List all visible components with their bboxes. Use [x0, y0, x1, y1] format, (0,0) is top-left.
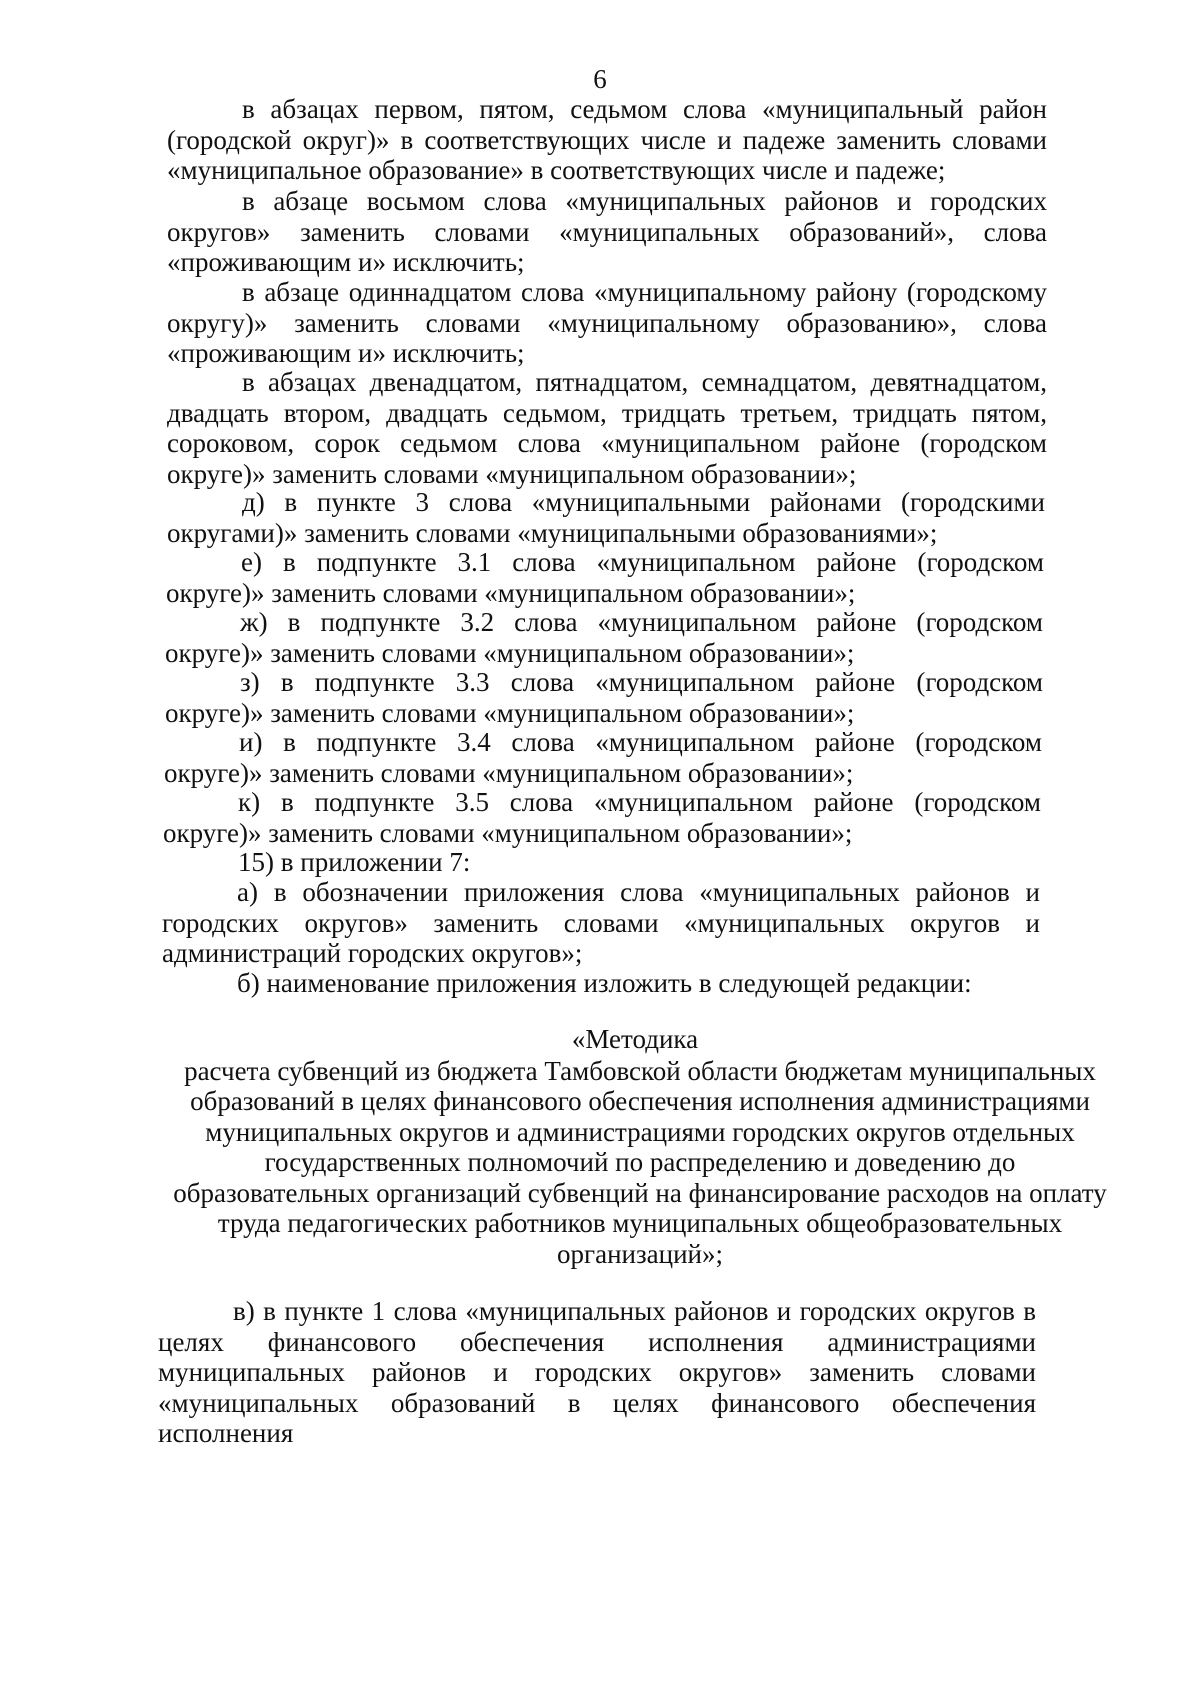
paragraph-7: ж) в подпункте 3.2 слова «муниципальном районе (городском округе)» заменить словами «муниципальном образовании»; — [165, 607, 1043, 668]
paragraph-4: в абзацах двенадцатом, пятнадцатом, семнадцатом, девятнадцатом, двадцать втором, двадцать седьмом, тридцать третьем, тридцать пятом, сороковом, сорок седьмом слова «муниципальном районе (городском округе)» заменить словами «муниципальном образовании»; — [167, 367, 1047, 489]
page-number: 6 — [593, 64, 607, 94]
paragraph-1: в абзацах первом, пятом, седьмом слова «муниципальный район (городской округ)» в соответствующих числе и падеже заменить словами «муниципальное образование» в соответствующих числе и падеже; — [167, 94, 1047, 185]
paragraph-6: е) в подпункте 3.1 слова «муниципальном районе (городском округе)» заменить словами «муниципальном образовании»; — [166, 547, 1044, 608]
title-heading: «Методика — [571, 1024, 699, 1054]
paragraph-9: и) в подпункте 3.4 слова «муниципальном районе (городском округе)» заменить словами «муниципальном образовании»; — [164, 727, 1042, 788]
paragraph-10: к) в подпункте 3.5 слова «муниципальном районе (городском округе)» заменить словами «муниципальном образовании»; — [163, 787, 1041, 848]
paragraph-8: з) в подпункте 3.3 слова «муниципальном районе (городском округе)» заменить словами «муниципальном образовании»; — [165, 667, 1043, 728]
paragraph-5: д) в пункте 3 слова «муниципальными районами (городскими округами)» заменить словами «муниципальными образованиями»; — [167, 487, 1045, 548]
paragraph-13: б) наименование приложения изложить в следующей редакции: — [237, 968, 972, 998]
paragraph-14: в) в пункте 1 слова «муниципальных районов и городских округов в целях финансового обеспечения исполнения администрациями муниципальных районов и городских округов» заменить словами «муниципальных образований в целях финансового обеспечения исполнения — [158, 1296, 1036, 1448]
paragraph-12: а) в обозначении приложения слова «муниципальных районов и городских округов» заменить словами «муниципальных округов и администраций городских округов»; — [162, 877, 1040, 968]
appendix-title — [160, 1024, 1110, 1269]
paragraph-3: в абзаце одиннадцатом слова «муниципальному району (городскому округу)» заменить словами «муниципальному образованию», слова «проживающим и» исключить; — [167, 277, 1047, 368]
title-body: расчета субвенций из бюджета Тамбовской области бюджетам муниципальных образований в целях финансового обеспечения исполнения администрациями муниципальных округов и администрациями городских округов отдельных государственных полномочий по распределению и доведению до образовательных организаций субвенций на финансирование расходов на оплату труда педагогических работников муниципальных общеобразовательных организаций»; — [173, 1055, 1107, 1269]
paragraph-11: 15) в приложении 7: — [238, 847, 471, 877]
paragraph-2: в абзаце восьмом слова «муниципальных районов и городских округов» заменить словами «муниципальных образований», слова «проживающим и» исключить; — [167, 186, 1047, 277]
